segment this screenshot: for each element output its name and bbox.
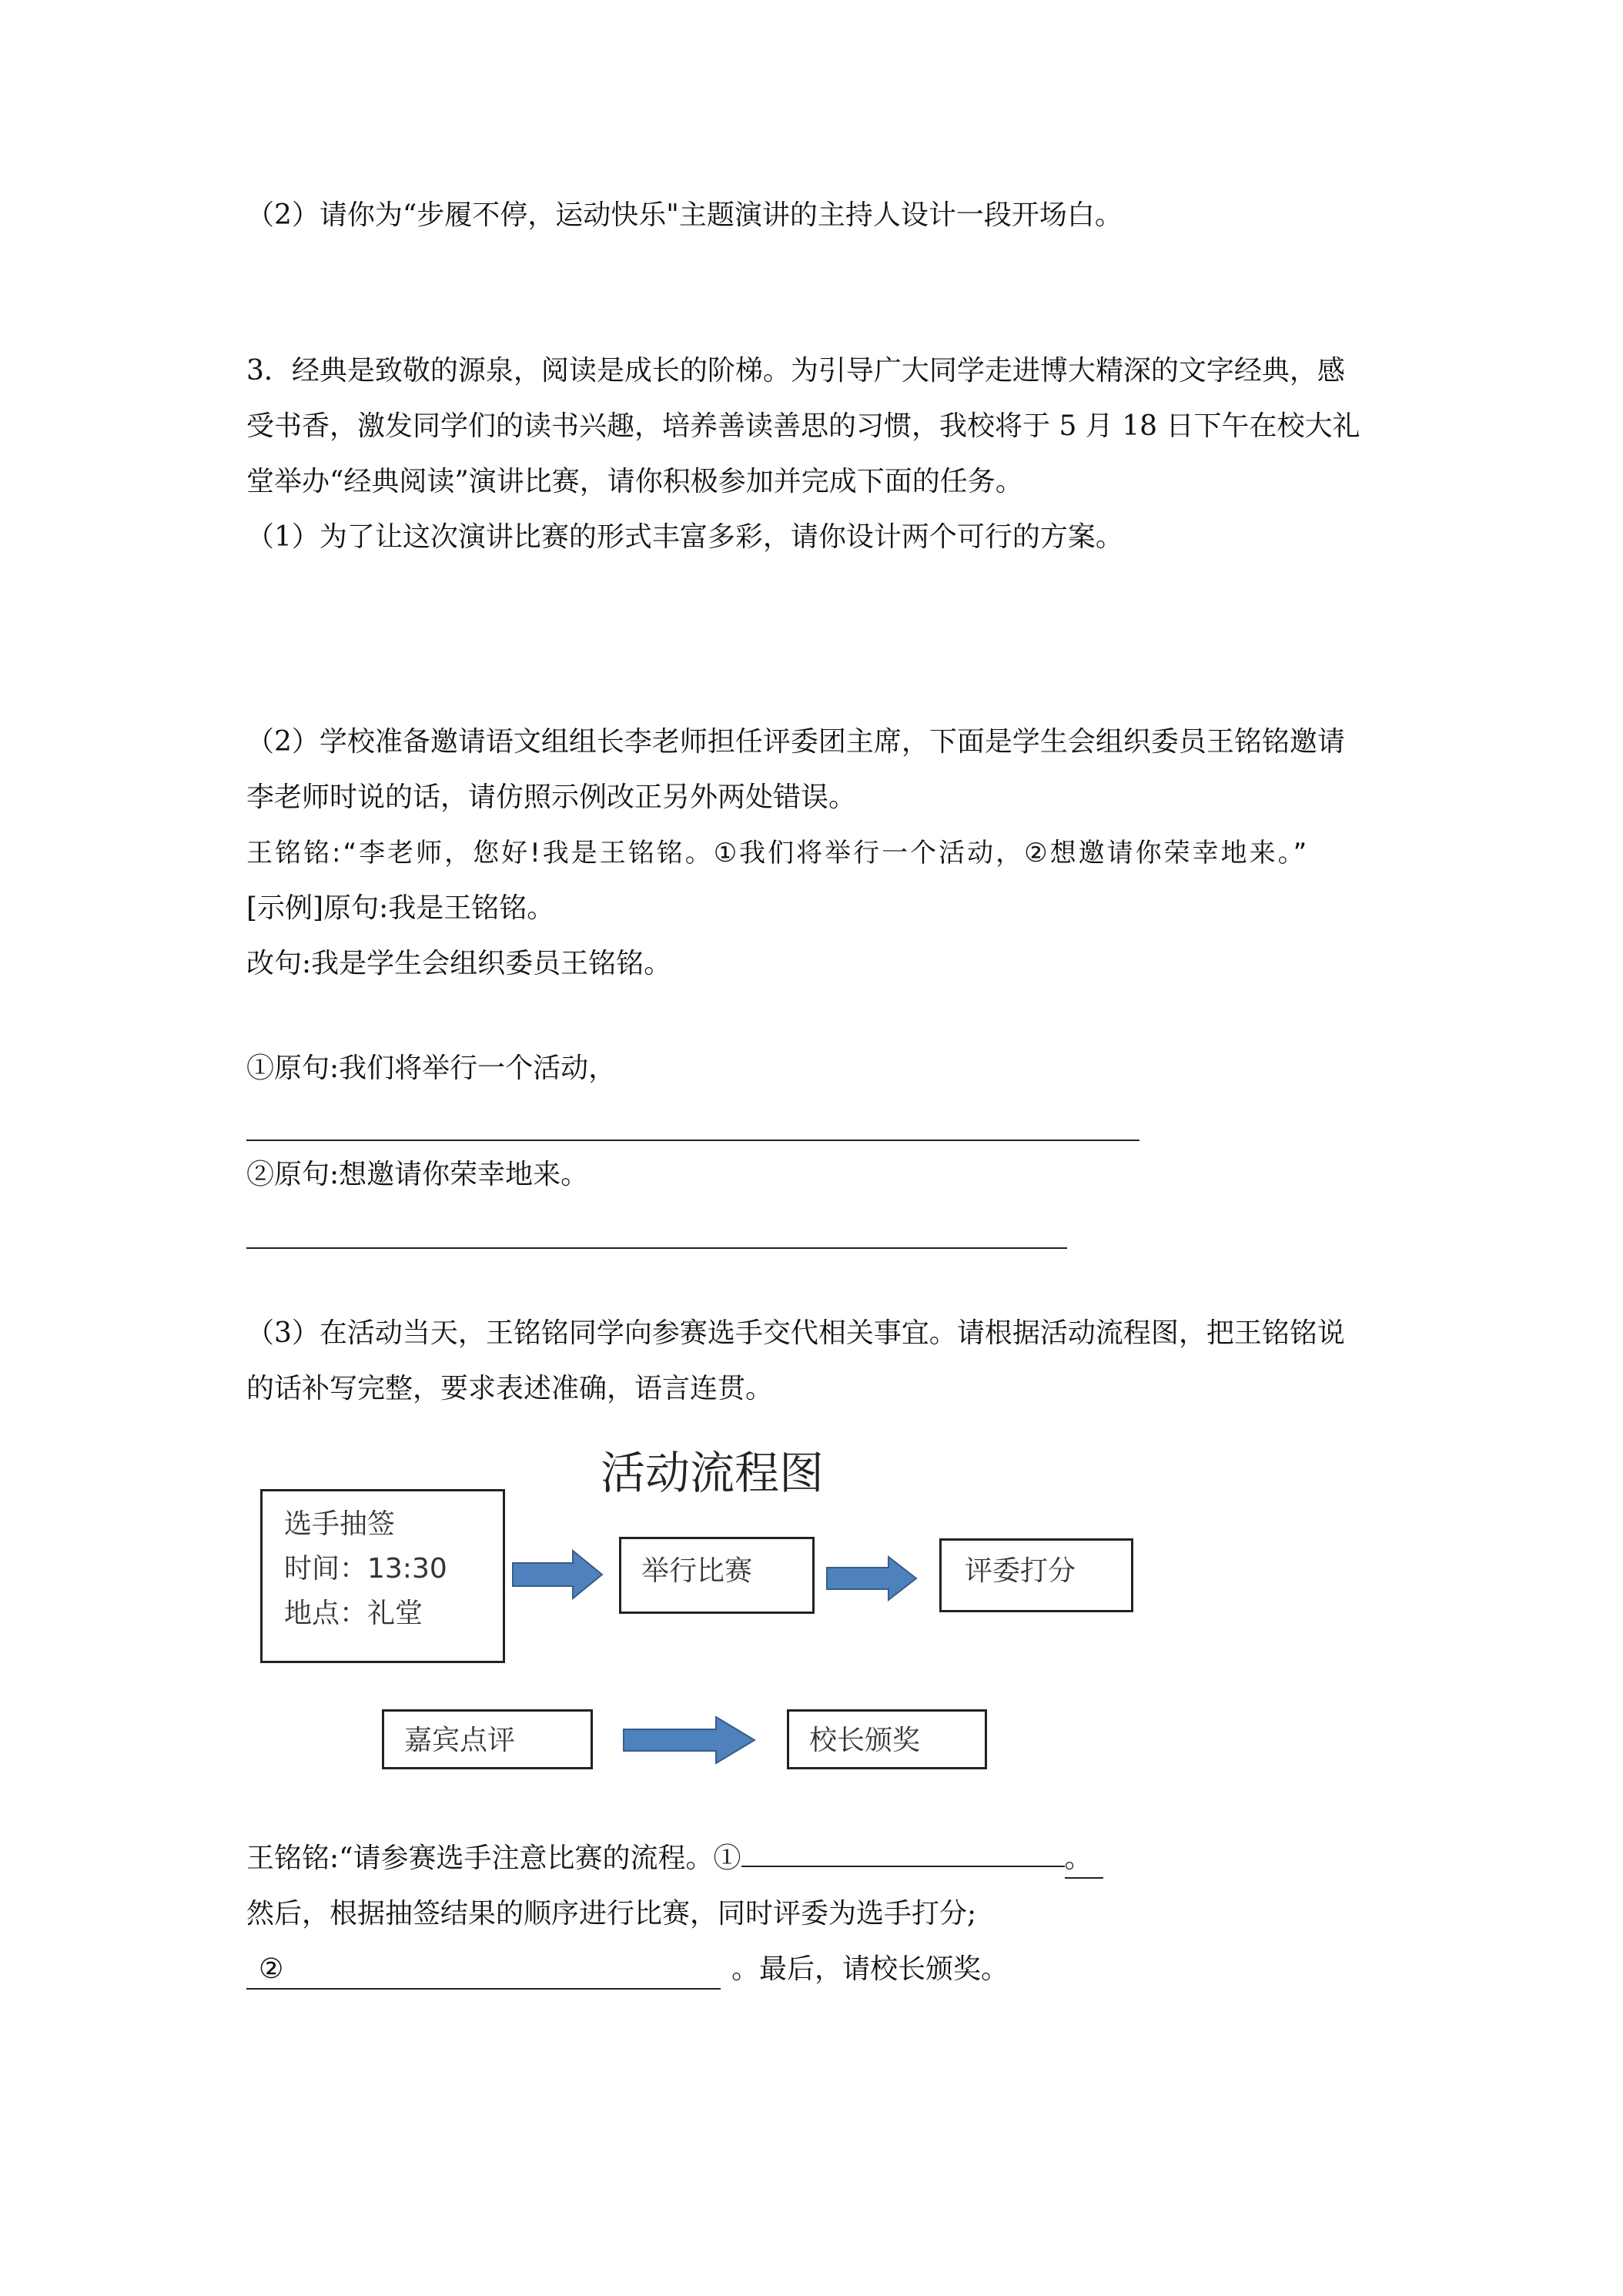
judges-score-label: 评委打分	[965, 1555, 1076, 1587]
speech-line-3	[246, 1951, 1009, 1990]
speech-line-1	[246, 1840, 1103, 1879]
q3-sub2-line-2: 李老师时说的话，请仿照示例改正另外两处错误。	[246, 782, 857, 813]
wang-quote: 王铭铭:“李老师，您好!我是王铭铭。①我们将举行一个活动，②想邀请你荣幸地来。”	[246, 838, 1310, 869]
flow-box-draw-lots	[260, 1489, 505, 1663]
draw-lots-label: 选手抽签	[284, 1508, 396, 1540]
blank-2[interactable]	[246, 1951, 721, 1990]
draw-lots-time: 时间：13:30	[284, 1553, 447, 1585]
item-1-original: ①原句:我们将举行一个活动，	[246, 1053, 617, 1084]
q3-intro-line-2: 受书香，激发同学们的读书兴趣，培养善读善思的习惯，我校将于 5 月 18 日下午在校大礼	[246, 410, 1360, 442]
arrow-2-icon	[825, 1554, 919, 1603]
flow-box-competition	[619, 1537, 815, 1614]
q3-intro-line-3: 堂举办“经典阅读”演讲比赛，请你积极参加并完成下面的任务。	[246, 466, 1023, 497]
q3-intro-line-1: 3．经典是致敬的源泉，阅读是成长的阶梯。为引导广大同学走进博大精深的文字经典，感	[246, 355, 1345, 387]
answer-line-2[interactable]	[246, 1247, 1067, 1249]
flow-box-guest-comment	[382, 1709, 593, 1769]
flowchart-title: 活动流程图	[601, 1447, 825, 1499]
speech-line-2: 然后，根据抽签结果的顺序进行比赛，同时评委为选手打分;	[246, 1898, 977, 1930]
example-original: [示例]原句:我是王铭铭。	[246, 892, 555, 924]
q3-sub2-line-1: （2）学校准备邀请语文组组长李老师担任评委团主席，下面是学生会组织委员王铭铭邀请	[246, 726, 1345, 758]
q3-sub1: （1）为了让这次演讲比赛的形式丰富多彩，请你设计两个可行的方案。	[246, 521, 1123, 553]
speech-final: 。最后，请校长颁奖。	[731, 1953, 1009, 1985]
example-revised: 改句:我是学生会组织委员王铭铭。	[246, 948, 672, 979]
question-2-opening-speech: （2）请你为“步履不停，运动快乐"主题演讲的主持人设计一段开场白。	[246, 199, 1123, 231]
award-label: 校长颁奖	[809, 1725, 921, 1756]
blank-1[interactable]	[741, 1866, 1065, 1867]
flow-box-award	[787, 1709, 987, 1769]
guest-comment-label: 嘉宾点评	[404, 1725, 516, 1756]
speech-start: 王铭铭:“请参赛选手注意比赛的流程。①	[246, 1842, 741, 1874]
q3-sub3-line-2: 的话补写完整，要求表述准确，语言连贯。	[246, 1373, 774, 1404]
flow-box-judges-score	[939, 1538, 1133, 1612]
competition-label: 举行比赛	[641, 1555, 753, 1587]
arrow-3-icon	[622, 1714, 758, 1766]
item-2-original: ②原句:想邀请你荣幸地来。	[246, 1159, 589, 1190]
arrow-1-icon	[511, 1548, 605, 1602]
draw-lots-place: 地点：礼堂	[284, 1598, 423, 1629]
q3-sub3-line-1: （3）在活动当天，王铭铭同学向参赛选手交代相关事宜。请根据活动流程图，把王铭铭说	[246, 1317, 1345, 1349]
answer-line-1[interactable]	[246, 1140, 1139, 1141]
blank-2-marker: ②	[259, 1953, 284, 1985]
speech-end: 。	[1065, 1840, 1103, 1879]
